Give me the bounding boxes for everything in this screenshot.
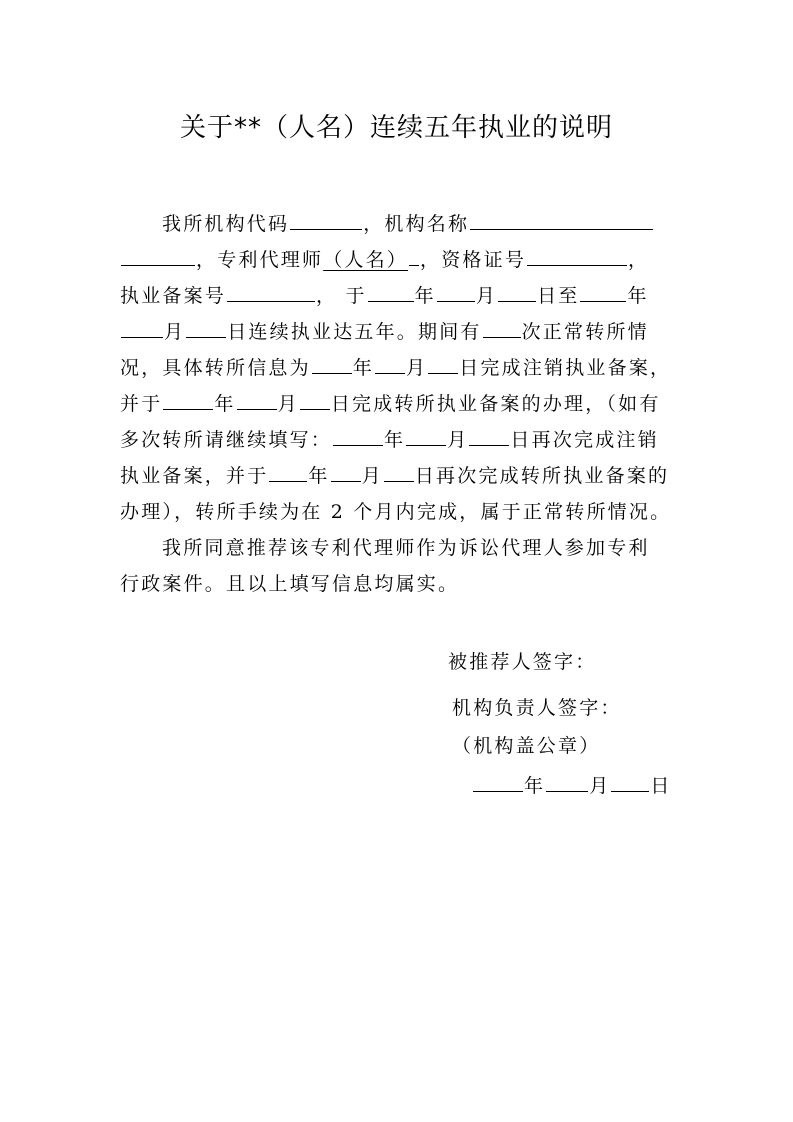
blank-sign-year[interactable] bbox=[473, 769, 523, 792]
blank-transfer-month[interactable] bbox=[237, 387, 277, 410]
paragraph-line bbox=[120, 278, 676, 314]
blank-retransfer-year[interactable] bbox=[269, 459, 307, 482]
paragraph-line bbox=[120, 422, 676, 458]
body-text: 办理），转所手续为在 2 个月内完成，属于正常转所情况。 bbox=[120, 501, 672, 523]
blank-cancel-year[interactable] bbox=[312, 351, 352, 374]
agent-name-field[interactable]: （人名） bbox=[323, 249, 409, 271]
paragraph-line bbox=[120, 242, 676, 278]
body-text: ，机构名称 bbox=[363, 213, 470, 235]
body-text: 年 bbox=[352, 357, 375, 379]
signature-date bbox=[472, 768, 672, 804]
body-text: 并于 bbox=[120, 393, 163, 415]
official-seal-label: （机构盖公章） bbox=[452, 735, 601, 757]
blank-name-tail[interactable] bbox=[409, 243, 419, 266]
body-text: 行政案件。且以上填写信息均属实。 bbox=[120, 573, 460, 595]
body-text: 执业备案号 bbox=[120, 285, 227, 307]
body-text: 日再次完成注销 bbox=[510, 429, 659, 451]
blank-sign-day[interactable] bbox=[611, 769, 649, 792]
document-title: 关于**（人名）连续五年执业的说明 bbox=[179, 113, 613, 143]
paragraph-line bbox=[120, 206, 676, 242]
body-text: 月 bbox=[361, 465, 383, 487]
blank-qualification-number[interactable] bbox=[527, 243, 627, 266]
body-text: 年 bbox=[627, 285, 649, 307]
blank-org-name[interactable] bbox=[470, 207, 653, 230]
body-text: 月 bbox=[164, 321, 186, 343]
paragraph-line bbox=[120, 386, 676, 422]
paragraph-line bbox=[120, 314, 676, 350]
blank-org-name-cont[interactable] bbox=[121, 243, 195, 266]
blank-org-code[interactable] bbox=[290, 207, 362, 230]
blank-sign-month[interactable] bbox=[546, 769, 588, 792]
date-unit: 年 bbox=[524, 775, 546, 797]
blank-end-day[interactable] bbox=[186, 315, 226, 338]
blank-transfer-year[interactable] bbox=[163, 387, 213, 410]
paragraph-line bbox=[120, 458, 676, 494]
blank-practice-record-number[interactable] bbox=[227, 279, 315, 302]
nominee-signature-label: 被推荐人签字： bbox=[448, 651, 597, 673]
body-text: 况，具体转所信息为 bbox=[120, 357, 311, 379]
institution-head-signature-label: 机构负责人签字： bbox=[452, 697, 622, 719]
body-text: 我所机构代码 bbox=[162, 213, 290, 235]
blank-end-year[interactable] bbox=[580, 279, 626, 302]
body-text: 月 bbox=[406, 357, 428, 379]
body-text: 月 bbox=[277, 393, 299, 415]
blank-transfer-count[interactable] bbox=[483, 315, 521, 338]
body-text: 日完成转所执业备案的办理，（如有 bbox=[330, 393, 661, 415]
paragraph-line bbox=[120, 530, 676, 566]
date-unit: 日 bbox=[650, 775, 672, 797]
body-text: 日完成注销执业备案， bbox=[459, 357, 672, 379]
date-unit: 月 bbox=[589, 775, 611, 797]
body-text: 年 bbox=[308, 465, 330, 487]
blank-cancel-month[interactable] bbox=[375, 351, 405, 374]
body-text: ，专利代理师 bbox=[196, 249, 324, 271]
blank-end-month[interactable] bbox=[121, 315, 163, 338]
body-text: 年 bbox=[414, 285, 436, 307]
body-text: 月 bbox=[447, 429, 469, 451]
blank-start-day[interactable] bbox=[498, 279, 536, 302]
body-text: 日再次完成转所执业备案的 bbox=[414, 465, 670, 487]
paragraph-line bbox=[120, 566, 676, 602]
body-text: 月 bbox=[475, 285, 498, 307]
blank-retransfer-day[interactable] bbox=[384, 459, 414, 482]
blank-transfer-day[interactable] bbox=[300, 387, 330, 410]
blank-recancel-day[interactable] bbox=[469, 423, 509, 446]
blank-recancel-year[interactable] bbox=[333, 423, 383, 446]
blank-retransfer-month[interactable] bbox=[331, 459, 361, 482]
body-text: 日连续执业达五年。期间有 bbox=[227, 321, 482, 343]
body-text: ，资格证号 bbox=[420, 249, 527, 271]
body-text: ， 于 bbox=[316, 285, 367, 307]
blank-start-month[interactable] bbox=[437, 279, 475, 302]
body-text: 我所同意推荐该专利代理师作为诉讼代理人参加专利 bbox=[162, 537, 650, 559]
body-text: 年 bbox=[384, 429, 406, 451]
blank-recancel-month[interactable] bbox=[406, 423, 446, 446]
body-text: ， bbox=[628, 249, 650, 271]
blank-cancel-day[interactable] bbox=[428, 351, 458, 374]
body-text: 执业备案，并于 bbox=[120, 465, 269, 487]
paragraph-line bbox=[120, 494, 676, 530]
body-text: 年 bbox=[214, 393, 236, 415]
paragraph-line bbox=[120, 350, 676, 386]
body-text: 日至 bbox=[537, 285, 580, 307]
body-text: 次正常转所情 bbox=[521, 321, 649, 343]
blank-start-year[interactable] bbox=[368, 279, 414, 302]
body-text: 多次转所请继续填写： bbox=[120, 429, 333, 451]
